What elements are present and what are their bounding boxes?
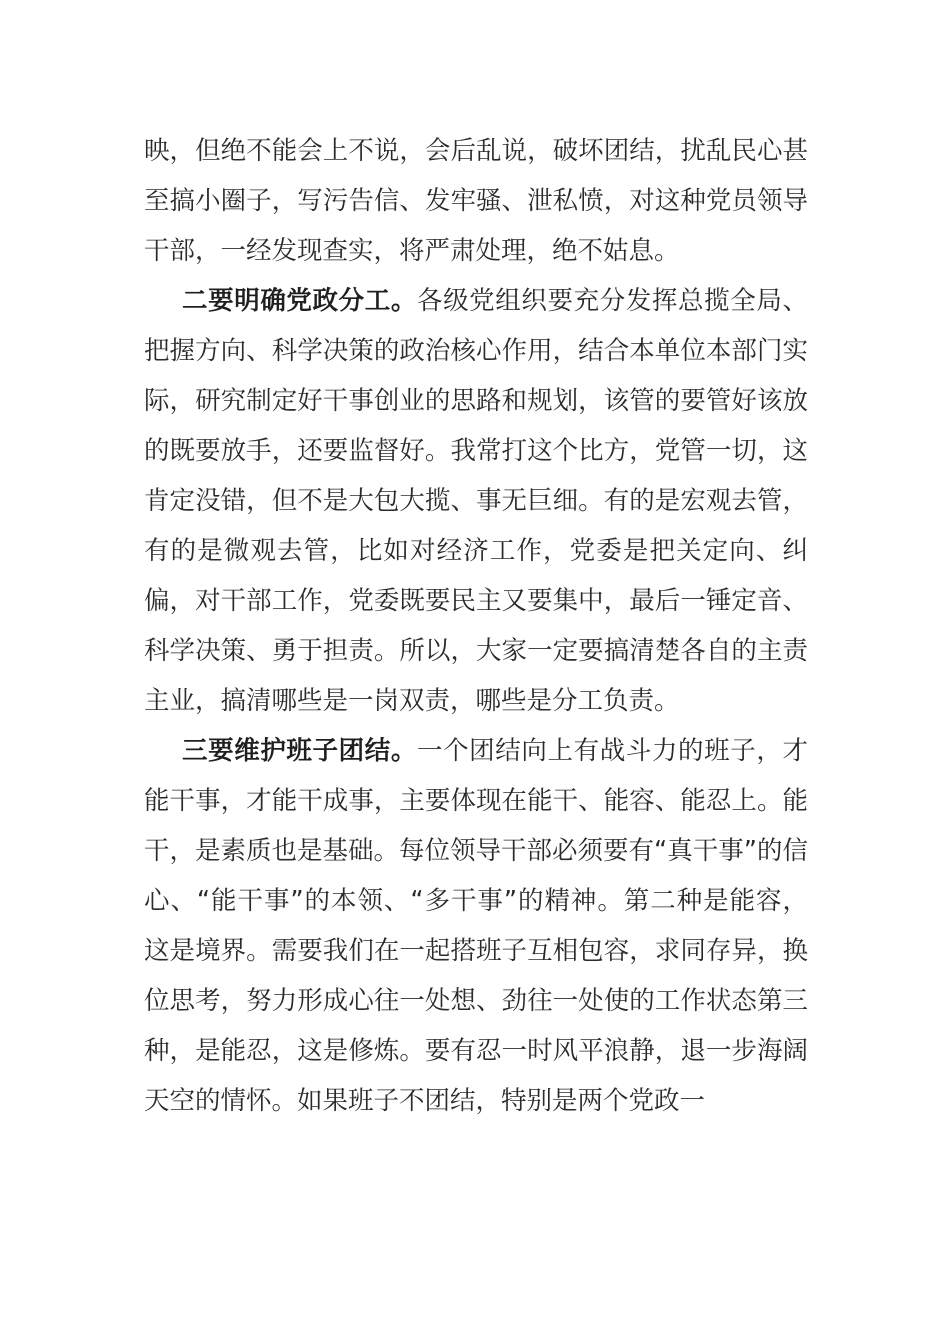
paragraph-text: 一个团结向上有战斗力的班子，才能干事，才能干成事，主要体现在能干、能容、能忍上。能干，是素质也是基础。每位领导干部必须要有“真干事”的信心、“能干事”的本领、“多干事”的精神。第二种是能容，这是境界。需要我们在一起搭班子互相包容，求同存异，换位思考，努力形成心往一处想、劲往一处使的工作状态第三种，是能忍，这是修炼。要有忍一时风平浪静，退一步海阔天空的情怀。如果班子不团结，特别是两个党政一 bbox=[144, 736, 808, 1116]
paragraph-heading: 二要明确党政分工。 bbox=[182, 286, 417, 316]
paragraph-continuation bbox=[144, 126, 808, 276]
document-page bbox=[144, 126, 808, 1126]
paragraph-text: 映，但绝不能会上不说，会后乱说，破坏团结，扰乱民心甚至搞小圈子，写污告信、发牢骚、泄私愤，对这种党员领导干部，一经发现查实，将严肃处理，绝不姑息。 bbox=[144, 136, 808, 266]
paragraph-team-unity bbox=[144, 726, 808, 1126]
paragraph-heading: 三要维护班子团结。 bbox=[182, 736, 417, 766]
paragraph-party-division bbox=[144, 276, 808, 726]
paragraph-text: 各级党组织要充分发挥总揽全局、把握方向、科学决策的政治核心作用，结合本单位本部门实际，研究制定好干事创业的思路和规划，该管的要管好该放的既要放手，还要监督好。我常打这个比方，党管一切，这肯定没错，但不是大包大揽、事无巨细。有的是宏观去管，有的是微观去管，比如对经济工作，党委是把关定向、纠偏，对干部工作，党委既要民主又要集中，最后一锤定音、科学决策、勇于担责。所以，大家一定要搞清楚各自的主责主业，搞清哪些是一岗双责，哪些是分工负责。 bbox=[144, 286, 808, 716]
